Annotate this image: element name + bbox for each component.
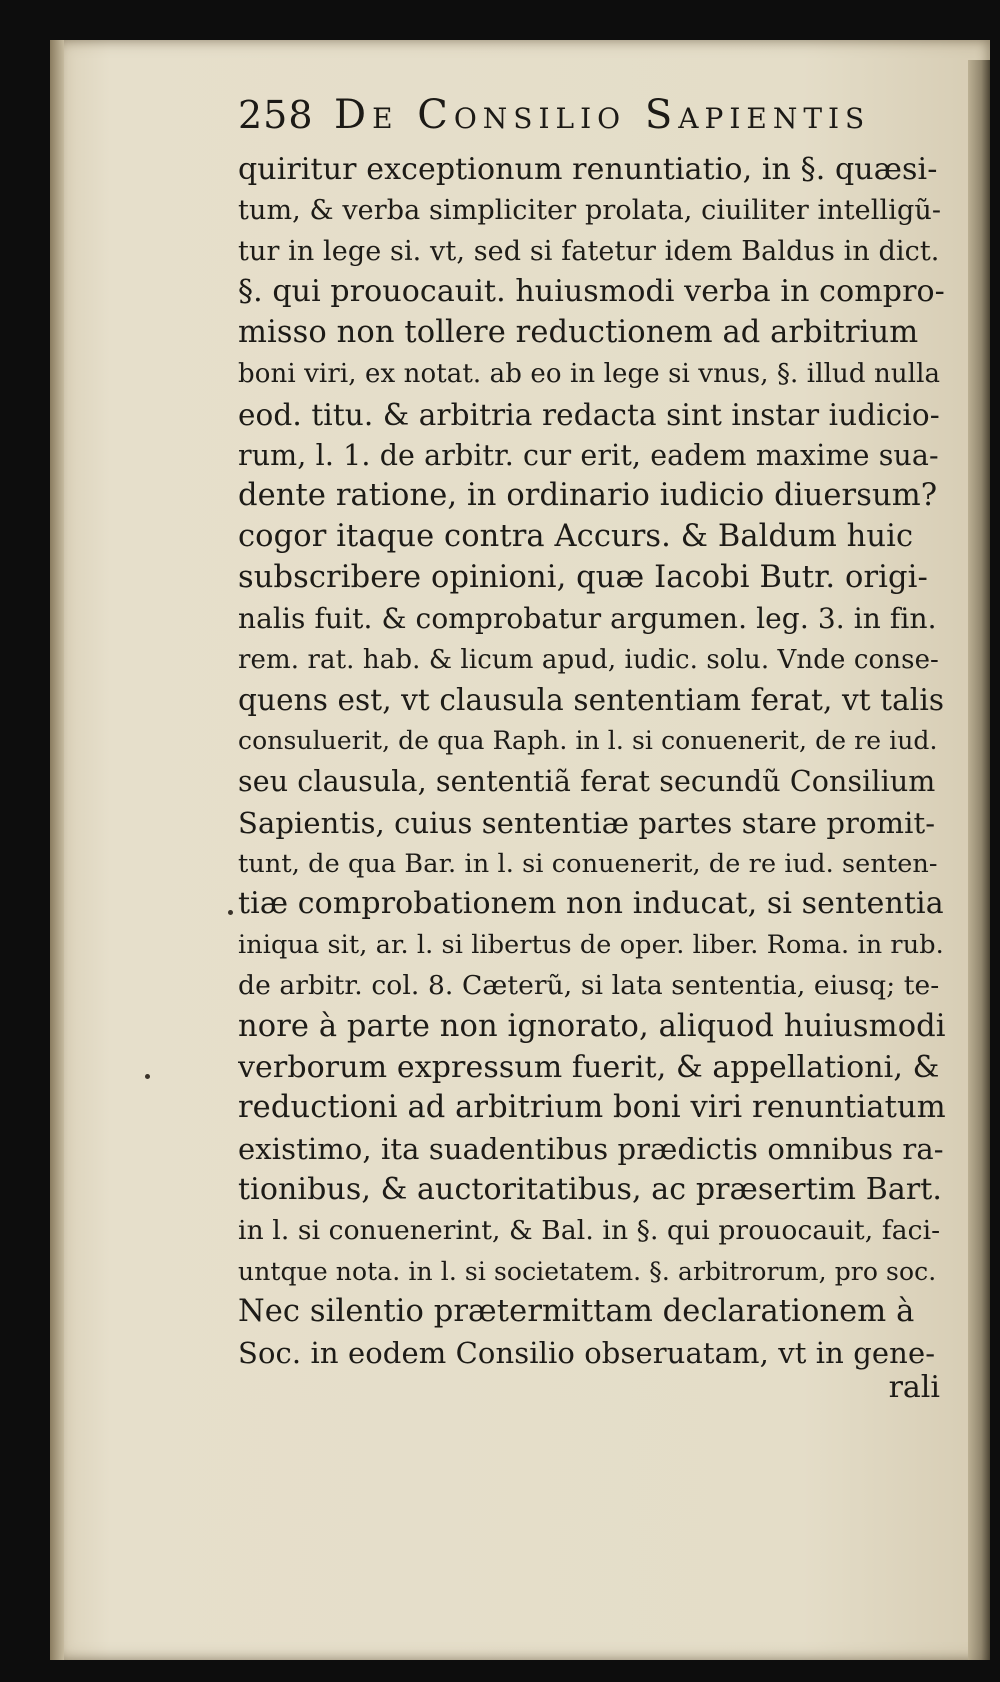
text-line: quens est, vt clausula sententiam ferat, vt talis (238, 683, 945, 718)
margin-speck (228, 910, 233, 915)
page-header (238, 92, 946, 148)
text-line: tum, & verba simpliciter prolata, ciuiliter intelligũ- (238, 194, 942, 226)
book-page (50, 40, 990, 1660)
text-line: Sapientis, cuius sententiæ partes stare promit- (238, 805, 936, 840)
page-number: 258 (238, 93, 314, 137)
text-line: misso non tollere reductionem ad arbitrium (238, 315, 919, 351)
text-line: tur in lege si. vt, sed si fatetur idem Baldus in dict. (238, 235, 940, 267)
text-line: untque nota. in l. si societatem. §. arbitrorum, pro soc. (238, 1256, 937, 1286)
text-line: tunt, de qua Bar. in l. si conuenerit, de re iud. senten- (238, 848, 938, 879)
text-line: nore à parte non ignorato, aliquod huiusmodi (238, 1008, 946, 1044)
text-line: reductioni ad arbitrium boni viri renuntiatum (238, 1090, 946, 1126)
text-line: rem. rat. hab. & licum apud, iudic. solu. Vnde conse- (238, 644, 939, 675)
text-line: Soc. in eodem Consilio obseruatam, vt in gene- (238, 1336, 936, 1371)
text-line: subscribere opinioni, quæ Iacobi Butr. origi- (238, 559, 928, 595)
text-line: quiritur exceptionum renuntiatio, in §. quæsi- (238, 152, 938, 187)
text-block (238, 92, 946, 1405)
text-line: rum, l. 1. de arbitr. cur erit, eadem maxime sua- (238, 438, 939, 472)
text-line: tionibus, & auctoritatibus, ac præsertim Bart. (238, 1171, 943, 1207)
text-line: eod. titu. & arbitria redacta sint instar iudicio- (238, 397, 940, 432)
text-line: dente ratione, in ordinario iudicio diuersum? (238, 478, 938, 514)
text-line: de arbitr. col. 8. Cæterũ, si lata sententia, eiusq; te- (238, 969, 940, 1001)
text-line: existimo, ita suadentibus prædictis omnibus ra- (238, 1132, 944, 1167)
text-line: Nec silentio prætermittam declarationem à (238, 1294, 915, 1330)
margin-speck (145, 1074, 150, 1079)
text-line: tiæ comprobationem non inducat, si sententia (238, 886, 944, 922)
text-line: §. qui prouocauit. huiusmodi verba in compro- (238, 274, 945, 310)
text-line: cogor itaque contra Accurs. & Baldum huic (238, 519, 914, 555)
text-line: boni viri, ex notat. ab eo in lege si vnus, §. illud nulla (238, 358, 941, 389)
text-line: consuluerit, de qua Raph. in l. si conuenerit, de re iud. (238, 726, 938, 756)
body-text (238, 150, 946, 1374)
catchword: rali (888, 1369, 940, 1405)
page-fore-edge (968, 60, 990, 1660)
text-line: seu clausula, sententiã ferat secundũ Consilium (238, 764, 936, 798)
running-head: De Consilio Sapientis (334, 92, 871, 138)
page-gutter (50, 40, 64, 1660)
text-line: in l. si conuenerint, & Bal. in §. qui prouocauit, faci- (238, 1214, 941, 1246)
text-line: iniqua sit, ar. l. si libertus de oper. liber. Roma. in rub. (238, 930, 944, 961)
text-line: nalis fuit. & comprobatur argumen. leg. 3. in fin. (238, 601, 937, 635)
text-line: verborum expressum fuerit, & appellationi, & (238, 1049, 940, 1085)
